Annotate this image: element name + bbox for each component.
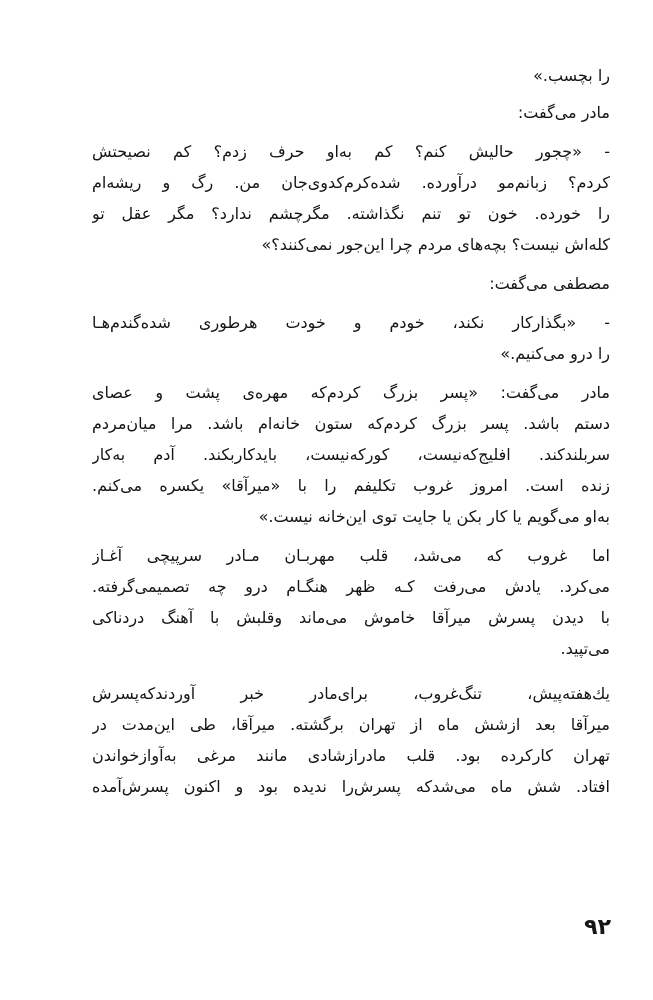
text-line: میرآقا بعد ازشش ماه از تهران برگشته. میرآقا، طی این‌مدت در bbox=[92, 715, 610, 734]
body-text bbox=[92, 61, 610, 803]
paragraph bbox=[92, 98, 610, 129]
text-line: تهران کارکرده بود. قلب مادرازشادی مانند مرغی به‌آوازخواندن bbox=[92, 746, 610, 765]
text-line: - «بگذارکار نکند، خودم و خودت هرطوری شده‌گندم‌هـا bbox=[92, 313, 610, 332]
text-line: می‌کرد. یادش می‌رفت کـه ظهر هنگـام درو چه تصمیمی‌گرفته. bbox=[92, 577, 610, 596]
text-line: می‌تپید. bbox=[560, 639, 610, 658]
paragraph bbox=[92, 61, 610, 92]
text-line: - «چجور حالیش کنم؟ کم به‌او حرف زدم؟ کم نصیحتش bbox=[92, 142, 610, 161]
text-line: را درو می‌کنیم.» bbox=[500, 344, 610, 363]
text-line: زنده است. امروز غروب تکلیفم را با «میرآقا» یکسره می‌کنم. bbox=[92, 476, 610, 495]
text-line: به‌او می‌گویم یا کار بکن یا جایت توی این‌خانه نیست.» bbox=[258, 507, 610, 526]
text-line: کله‌اش نیست؟ بچه‌های مردم چرا این‌جور نمی‌کنند؟» bbox=[261, 235, 610, 254]
paragraph bbox=[92, 308, 610, 370]
text-line: مادر می‌گفت: «پسر بزرگ کردم‌که مهره‌ی پشت و عصای bbox=[92, 383, 610, 402]
text-line: اما غروب که می‌شد، قلب مهربـان مـادر سرپیچی آغـاز bbox=[92, 546, 610, 565]
text-line: یك‌هفته‌پیش، تنگ‌غروب، برای‌مادر خبر آوردندکه‌پسرش bbox=[92, 684, 610, 703]
text-line: را خورده. خون تو تنم نگذاشته. مگرچشم ندارد؟ مگر عقل تو bbox=[92, 204, 610, 223]
paragraph bbox=[92, 137, 610, 261]
text-line: مصطفی می‌گفت: bbox=[489, 274, 610, 293]
text-line: با دیدن پسرش میرآقا خاموش می‌ماند وقلبش با آهنگ دردناکی bbox=[92, 608, 610, 627]
paragraph bbox=[92, 679, 610, 803]
paragraph bbox=[92, 378, 610, 533]
text-line: دستم باشد. پسر بزرگ کردم‌که ستون خانه‌ام باشد. مرا میان‌مردم bbox=[92, 414, 610, 433]
text-line: سربلندکند. افلیج‌که‌نیست، کورکه‌نیست، بایدکاربکند. آدم به‌کار bbox=[92, 445, 610, 464]
paragraph bbox=[92, 541, 610, 665]
text-line: مادر می‌گفت: bbox=[517, 103, 610, 122]
text-line: را بچسب.» bbox=[533, 66, 610, 85]
page-number: ۹۲ bbox=[584, 915, 611, 940]
text-line: کردم؟ زبانم‌مو درآورده. شده‌کرم‌کدوی‌جان من. رگ و ریشه‌ام bbox=[92, 173, 610, 192]
text-line: افتاد. شش ماه می‌شدکه پسرش‌را ندیده بود و اکنون پسرش‌آمده bbox=[92, 777, 610, 796]
paragraph bbox=[92, 269, 610, 300]
